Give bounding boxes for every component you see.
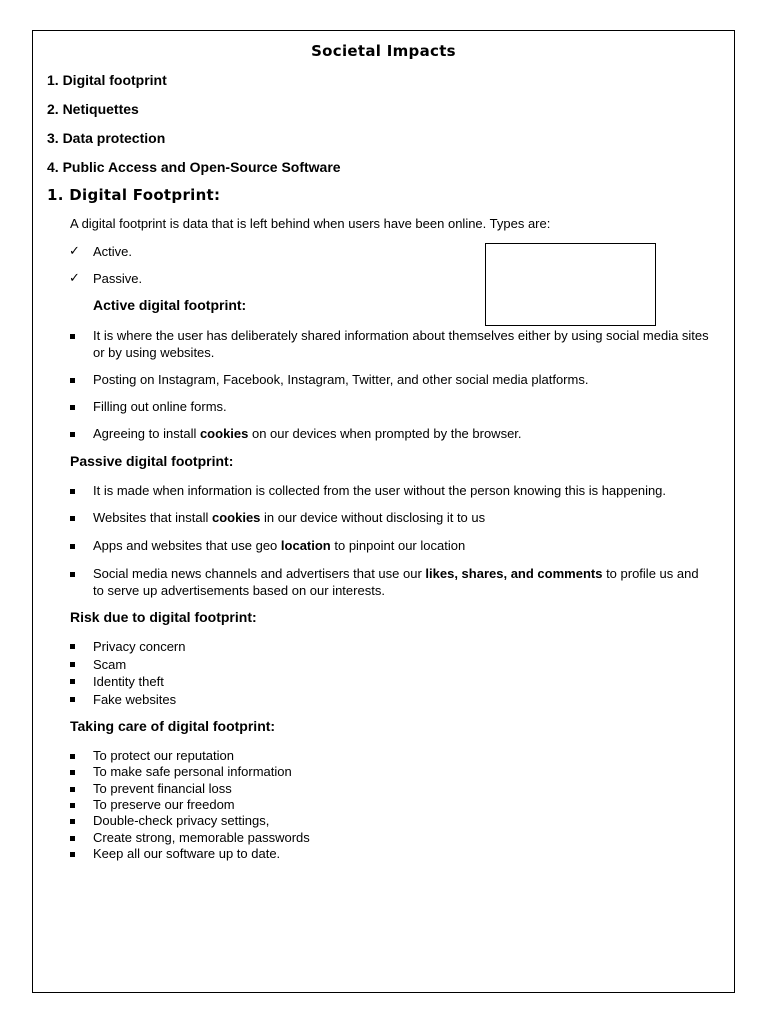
bullet-icon [70, 405, 75, 410]
bullet-icon [70, 697, 75, 702]
passive-item-3: Apps and websites that use geo location to pinpoint our location [93, 538, 466, 553]
active-heading: Active digital footprint: [93, 297, 247, 313]
care-item-5: Double-check privacy settings, [93, 813, 270, 828]
care-item-7: Keep all our software up to date. [93, 846, 281, 861]
active-item-3: Filling out online forms. [93, 399, 227, 414]
bullet-icon [70, 644, 75, 649]
bullet-icon [70, 836, 75, 841]
toc-item-2: 2. Netiquettes [47, 101, 139, 117]
type-passive: Passive. [93, 271, 143, 286]
active-item-2: Posting on Instagram, Facebook, Instagram, Twitter, and other social media platforms. [93, 372, 589, 387]
care-item-6: Create strong, memorable passwords [93, 830, 310, 845]
bullet-icon [70, 754, 75, 759]
bullet-icon [70, 432, 75, 437]
bullet-icon [70, 662, 75, 667]
intro-paragraph: A digital footprint is data that is left behind when users have been online. Types are: [70, 216, 551, 231]
passive-item-1: It is made when information is collected from the user without the person knowing this is happening. [93, 483, 667, 498]
bullet-icon [70, 489, 75, 494]
bullet-icon [70, 787, 75, 792]
care-heading: Taking care of digital footprint: [70, 718, 276, 734]
risk-item-4: Fake websites [93, 692, 177, 707]
risk-item-1: Privacy concern [93, 639, 186, 654]
page-title: Societal Impacts [311, 42, 456, 60]
active-item-4: Agreeing to install cookies on our devices when prompted by the browser. [93, 426, 522, 441]
risk-heading: Risk due to digital footprint: [70, 609, 257, 625]
bullet-icon [70, 770, 75, 775]
passive-item-4: Social media news channels and advertisers that use our likes, shares, and comments to profile us and to serve up advertisements based on our interests. [93, 566, 699, 598]
toc-item-1: 1. Digital footprint [47, 72, 167, 88]
passive-heading: Passive digital footprint: [70, 453, 234, 469]
active-item-1: It is where the user has deliberately shared information about themselves either by using social media sites or by using websites. [93, 328, 709, 360]
type-active: Active. [93, 244, 133, 259]
bullet-icon [70, 378, 75, 383]
checkmark-icon: ✓ [69, 270, 80, 285]
bullet-icon [70, 516, 75, 521]
toc-item-4: 4. Public Access and Open-Source Software [47, 159, 341, 175]
image-placeholder [485, 243, 656, 326]
care-item-4: To preserve our freedom [93, 797, 235, 812]
bullet-icon [70, 334, 75, 339]
bullet-icon [70, 819, 75, 824]
bullet-icon [70, 572, 75, 577]
care-item-3: To prevent financial loss [93, 781, 232, 796]
bullet-icon [70, 679, 75, 684]
bullet-icon [70, 803, 75, 808]
passive-item-2: Websites that install cookies in our device without disclosing it to us [93, 510, 486, 525]
risk-item-3: Identity theft [93, 674, 164, 689]
section-heading: 1. Digital Footprint: [47, 186, 221, 204]
risk-item-2: Scam [93, 657, 127, 672]
bullet-icon [70, 852, 75, 857]
checkmark-icon: ✓ [69, 243, 80, 258]
toc-item-3: 3. Data protection [47, 130, 166, 146]
care-item-2: To make safe personal information [93, 764, 292, 779]
bullet-icon [70, 544, 75, 549]
care-item-1: To protect our reputation [93, 748, 234, 763]
